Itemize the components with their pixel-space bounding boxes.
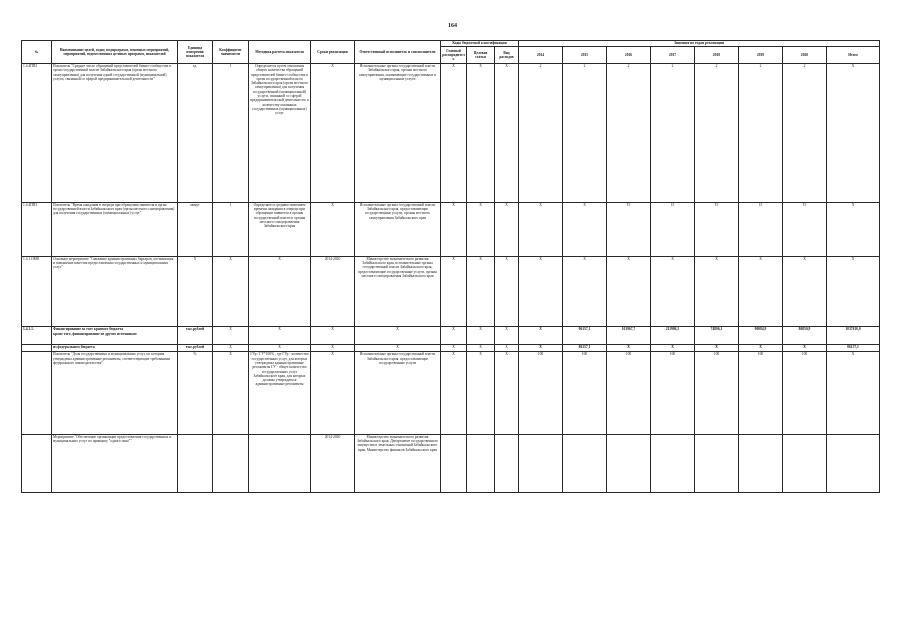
table-row: [22, 64, 880, 203]
col-executor-header: Ответственный исполнитель и соисполнители: [355, 41, 441, 64]
year-header: 2014: [519, 47, 563, 64]
year-header: 2016: [607, 47, 651, 64]
row-value: 15: [695, 202, 739, 256]
row-unit: тыс.рублей: [178, 345, 213, 352]
row-value: 15: [651, 202, 695, 256]
row-budget-type: Х: [495, 345, 519, 352]
row-period: 2014-2020: [311, 256, 355, 326]
year-header: 2018: [695, 47, 739, 64]
row-total: 1037610,0: [827, 327, 880, 345]
row-number: [22, 345, 52, 352]
row-name: Основное мероприятие "Снижение административных барьеров, оптимизация и повышение качества предоставления государственных и муниципальных услуг": [52, 256, 178, 326]
row-value: 100: [563, 352, 607, 434]
row-value: Х: [739, 345, 783, 352]
row-value: 86850,9: [783, 327, 827, 345]
row-total: 86157,1: [827, 345, 880, 352]
row-budget-type: Х: [495, 202, 519, 256]
row-coef: Х: [213, 352, 249, 434]
table-row: [22, 256, 880, 326]
row-value: 2: [519, 64, 563, 203]
row-value: [695, 434, 739, 492]
row-budget-article: [467, 434, 495, 492]
row-executor: Министерство экономического развития Забайкальского края, Департамент государственного имущества и земельных отношений Забайкальского края, Министерство финансов Забайкальского края: [355, 434, 441, 492]
row-value: [563, 434, 607, 492]
col-unit-header: Единица измерения показателя: [178, 41, 213, 64]
row-value: Х: [651, 345, 695, 352]
budget-main-header: Главный распорядитель: [441, 47, 467, 64]
row-coef: 1: [213, 202, 249, 256]
row-name: [52, 327, 178, 345]
row-coef: 1: [213, 64, 249, 203]
row-name-line2: кроме того, финансирование из других источников:: [53, 331, 138, 336]
row-value: [783, 434, 827, 492]
row-total: Х: [827, 64, 880, 203]
row-total: Х: [827, 202, 880, 256]
year-values-header: Значения по годам реализации: [519, 41, 880, 47]
row-name: Показатель "Среднее число обращений представителей бизнес-сообщества в орган государственной власти Забайкальского края (орган местного самоуправления) для получения одной государственной (муниципальной) услуги, связанной со сферой предпринимательской деятельности": [52, 64, 178, 203]
row-value: 90084,9: [739, 327, 783, 345]
row-budget-main: Х: [441, 256, 467, 326]
row-value: 2: [563, 64, 607, 203]
row-executor: Исполнительные органы государственной власти Забайкальского края, предоставляющие государственные услуги: [355, 352, 441, 434]
row-value: 2: [783, 64, 827, 203]
row-budget-main: Х: [441, 64, 467, 203]
row-method: Х: [249, 345, 311, 352]
budget-codes-header: Коды бюджетной классификации: [441, 41, 519, 47]
row-budget-type: Х: [495, 256, 519, 326]
row-executor: Министерство экономического развития Забайкальского края, исполнительные органы государственной власти Забайкальского края, предоставляющие государственные услуги, органы местного самоуправления Забайкальского края: [355, 256, 441, 326]
row-budget-type: Х: [495, 352, 519, 434]
row-name: Показатель "Доля государственных и муниципальных услуг, по которым утверждены административные регламенты, соответствующие требованиям федерального законодательства": [52, 352, 178, 434]
row-method: Определяется средним значением времени ожидания в очереди при обращении заявителя в органы государственной власти и органы местного самоуправления Забайкальского края: [249, 202, 311, 256]
table-row: [22, 327, 880, 345]
row-value: [651, 434, 695, 492]
row-value: Х: [607, 256, 651, 326]
col-method-header: Методика расчета показателя: [249, 41, 311, 64]
row-value: Х: [519, 327, 563, 345]
row-value: Х: [783, 345, 827, 352]
row-value: 101967,7: [607, 327, 651, 345]
row-number: [22, 352, 52, 434]
row-name-line1: Финансирование за счет краевого бюджета: [53, 327, 124, 332]
row-method: Х: [249, 256, 311, 326]
year-header: 2017: [651, 47, 695, 64]
row-value: Х: [563, 256, 607, 326]
row-budget-main: Х: [441, 202, 467, 256]
year-header: 2020: [783, 47, 827, 64]
row-unit: [178, 434, 213, 492]
budget-type-header: Вид расходов: [495, 47, 519, 64]
row-value: 2: [695, 64, 739, 203]
row-value: 100: [607, 352, 651, 434]
row-number: 1.4.1.ОМ8: [22, 256, 52, 326]
row-method: Определяется путем отношения общего количества обращений представителей бизнес-сообщества в орган государственной власти Забайкальского края (орган местного самоуправления) для получения государственной (муниципальной) услуги, связанной со сферой предпринимательской деятельности, к количеству оказанных государственных (муниципальных) услуг: [249, 64, 311, 203]
budget-article-header: Целевая статья: [467, 47, 495, 64]
table-row: [22, 345, 880, 352]
row-number: 1.4.4ПП3: [22, 202, 52, 256]
col-period-header: Сроки реализации: [311, 41, 355, 64]
row-value: 211986,5: [651, 327, 695, 345]
row-method: Х: [249, 327, 311, 345]
row-value: 15: [783, 202, 827, 256]
row-coef: Х: [213, 256, 249, 326]
row-budget-main: Х: [441, 327, 467, 345]
total-header: Итого: [827, 47, 880, 64]
row-name: Мероприятие "Обеспечение организации предоставления государственных и муниципальных услуг по принципу "одного окна"": [52, 434, 178, 492]
row-budget-type: Х: [495, 64, 519, 203]
row-period: 2014-2020: [311, 434, 355, 492]
row-value: 2: [739, 64, 783, 203]
row-value: [607, 434, 651, 492]
row-unit: минут: [178, 202, 213, 256]
row-value: Х: [519, 256, 563, 326]
row-budget-article: Х: [467, 352, 495, 434]
year-header: 2019: [739, 47, 783, 64]
row-value: Х: [519, 202, 563, 256]
row-budget-article: Х: [467, 64, 495, 203]
row-value: Х: [695, 256, 739, 326]
row-period: Х: [311, 345, 355, 352]
row-value: 100: [651, 352, 695, 434]
row-budget-main: [441, 434, 467, 492]
row-budget-article: Х: [467, 256, 495, 326]
row-total: Х: [827, 352, 880, 434]
row-value: [739, 434, 783, 492]
row-budget-main: Х: [441, 345, 467, 352]
row-value: 15: [607, 202, 651, 256]
row-value: Х: [651, 256, 695, 326]
row-value: 100: [783, 352, 827, 434]
row-value: Х: [695, 345, 739, 352]
row-value: Х: [739, 256, 783, 326]
row-executor: Х: [355, 327, 441, 345]
row-budget-article: Х: [467, 327, 495, 345]
table-row: [22, 352, 880, 434]
row-budget-article: Х: [467, 345, 495, 352]
row-value: 96157,1: [563, 327, 607, 345]
row-number: [22, 434, 52, 492]
row-total: Х: [827, 256, 880, 326]
page-number: 164: [448, 23, 457, 29]
row-number: 1.4.4ПП2: [22, 64, 52, 203]
row-value: 2: [651, 64, 695, 203]
row-value: [519, 434, 563, 492]
row-name: Показатель "Время ожидания в очереди при обращении заявителя в орган государственной власти Забайкальского края (орган местного самоуправления) для получения государственных (муниципальных) услуг": [52, 202, 178, 256]
row-budget-type: Х: [495, 327, 519, 345]
table-row: [22, 202, 880, 256]
row-value: 15: [739, 202, 783, 256]
program-table-sheet: [21, 40, 873, 493]
col-no-header: №: [22, 41, 52, 64]
row-total: [827, 434, 880, 492]
program-indicators-table: [21, 40, 880, 493]
row-executor: Х: [355, 345, 441, 352]
row-value: Х: [783, 256, 827, 326]
year-header: 2015: [563, 47, 607, 64]
row-executor: Исполнительные органы государственной власти Забайкальского края, органы местного самоуправления, оказывающие государственные и муниципальные услуги: [355, 64, 441, 203]
row-name: из федерального бюджета: [52, 345, 178, 352]
row-budget-type: [495, 434, 519, 492]
row-value: 2: [607, 64, 651, 203]
row-value: Х: [607, 345, 651, 352]
row-number: 1.4.1.1.: [22, 327, 52, 345]
row-budget-article: Х: [467, 202, 495, 256]
table-row: [22, 434, 880, 492]
row-unit: тыс.рублей: [178, 327, 213, 345]
col-coef-header: Коэффициент значимости: [213, 41, 249, 64]
row-value: 100: [695, 352, 739, 434]
row-coef: Х: [213, 345, 249, 352]
row-coef: [213, 434, 249, 492]
row-unit: ед.: [178, 64, 213, 203]
row-unit: Х: [178, 256, 213, 326]
row-budget-main: Х: [441, 352, 467, 434]
row-period: Х: [311, 202, 355, 256]
row-period: Х: [311, 352, 355, 434]
row-value: 86157,1: [563, 345, 607, 352]
row-executor: Исполнительные органы государственной власти Забайкальского края, предоставляющие государственные услуги, органы местного самоуправления Забайкальского края: [355, 202, 441, 256]
row-method: [249, 434, 311, 492]
col-name-header: Наименование целей, задач, подпрограмм, основных мероприятий, мероприятий, ведомственных целевых программ, показателей: [52, 41, 178, 64]
row-coef: Х: [213, 327, 249, 345]
row-value: 74806,1: [695, 327, 739, 345]
row-value: Х: [519, 345, 563, 352]
row-value: 100: [519, 352, 563, 434]
row-period: Х: [311, 327, 355, 345]
row-method: ГУр / ГУ*100% , где ГУр - количество государственных услуг, для которых утверждены административные регламенты ГУ - общее количество государственных услуг Забайкальского края, для которых должны утверждаться административные регламенты: [249, 352, 311, 434]
row-period: Х: [311, 64, 355, 203]
row-value: 100: [739, 352, 783, 434]
row-unit: %: [178, 352, 213, 434]
row-value: Х: [563, 202, 607, 256]
